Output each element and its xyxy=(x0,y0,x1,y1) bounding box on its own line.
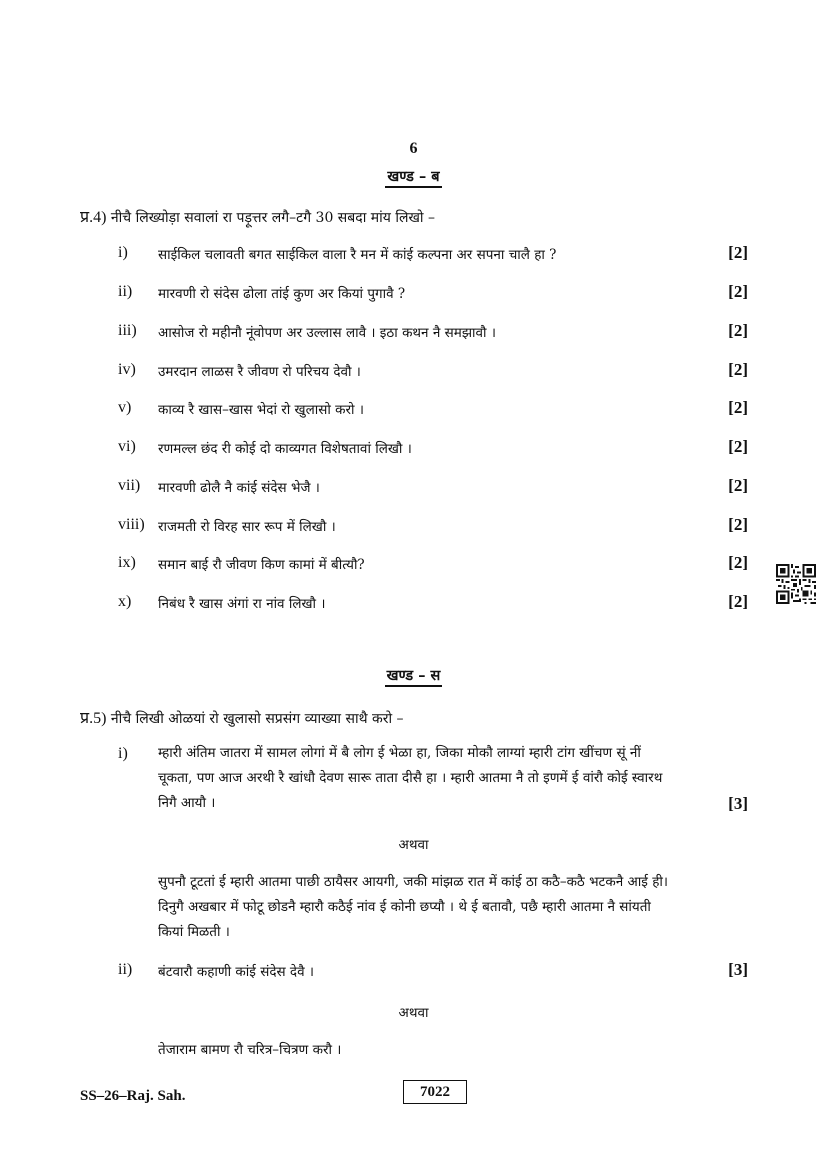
q4-item-i xyxy=(118,243,748,265)
question-5 xyxy=(80,706,404,728)
q4-item-iii xyxy=(118,321,748,343)
q5-alt-ii xyxy=(158,1038,748,1063)
item-marks: [2] xyxy=(728,321,748,340)
question-4-instruction: नीचै लिख्योड़ा सवालां रा पड़ूत्तर लगै–टगै 30 सबदा मांय लिखो – xyxy=(110,210,435,226)
item-text: समान बाई रौ जीवण किण कामां में बीत्यौ? xyxy=(158,557,365,573)
section-b-heading-text: खण्ड – ब xyxy=(385,168,441,188)
section-c-heading xyxy=(0,665,827,685)
item-text: रणमल्ल छंद री कोई दो काव्यगत विशेषतावां लिखौ । xyxy=(158,441,412,457)
item-number: i) xyxy=(118,244,128,261)
item-marks: [2] xyxy=(728,476,748,495)
passage-line: सुपनौ टूटतां ई म्हारी आतमा पाछी ठायैसर आयगी, जकी मांझळ रात में कांई ठा कठै–कठै भटकनै आई ही। xyxy=(158,874,669,890)
part-number: ii) xyxy=(118,961,133,978)
item-number: viii) xyxy=(118,516,145,533)
q5-alt-i-passage xyxy=(158,870,748,945)
q4-item-v xyxy=(118,398,748,420)
passage-line: म्हारी अंतिम जातरा में सामल लोगां में बै लोग ई भेळा हा, जिका मोकौ लाग्यां म्हारी टांग खींचण सूं नीं xyxy=(158,745,641,761)
item-marks: [2] xyxy=(728,515,748,534)
question-4-number: प्र.4) xyxy=(80,209,107,226)
or-separator-2: अथवा xyxy=(398,1005,429,1021)
or-separator-1: अथवा xyxy=(398,837,429,853)
q5-part-ii xyxy=(118,960,748,982)
item-text: काव्य रै खास–खास भेदां रो खुलासो करो । xyxy=(158,402,364,418)
q4-item-iv xyxy=(118,360,748,382)
q4-item-vii xyxy=(118,476,748,498)
item-number: v) xyxy=(118,399,132,416)
part-marks: [3] xyxy=(728,794,748,813)
part-text: बंटवारौ कहाणी कांई संदेस देवै । xyxy=(158,964,314,980)
question-5-instruction: नीचै लिखी ओळयां रो खुलासो सप्रसंग व्याख्या साथै करो – xyxy=(110,711,404,727)
item-text: मारवणी ढोलै नै कांई संदेस भेजै । xyxy=(158,480,320,496)
item-text: निबंध रै खास अंगां रा नांव लिखौ । xyxy=(158,596,326,612)
part-marks: [3] xyxy=(728,960,748,979)
alt-ii-text: तेजाराम बामण रौ चरित्र–चित्रण करौ । xyxy=(158,1042,342,1058)
question-5-number: प्र.5) xyxy=(80,710,107,727)
item-number: iv) xyxy=(118,361,136,378)
question-4 xyxy=(80,205,435,227)
section-b-heading xyxy=(0,166,827,186)
q5-part-i-passage xyxy=(158,741,748,816)
item-number: x) xyxy=(118,593,132,610)
item-number: vii) xyxy=(118,477,141,494)
item-number: ii) xyxy=(118,283,133,300)
q4-item-x xyxy=(118,592,748,614)
passage-line: दिनुगै अखबार में फोटू छोडनै म्हारौ कठैई नांव ई कोनी छप्यौ । थे ई बतावौ, पछै म्हारी आतमा नै सांयती xyxy=(158,899,651,915)
item-text: मारवणी रो संदेस ढोला तांई कुण अर कियां पुगावै ? xyxy=(158,286,406,302)
q4-item-viii xyxy=(118,515,748,537)
page-number: 6 xyxy=(409,140,418,157)
q5-part-i-number-row xyxy=(118,744,158,766)
part-number: i) xyxy=(118,745,128,762)
footer-paper-code: SS–26–Raj. Sah. xyxy=(80,1088,186,1104)
passage-line: चूकता, पण आज अरथी रै खांधौ देवण सारू ताता दीसै हा । म्हारी आतमा नै तो इणमें ई वांरौ कोई स्वारथ xyxy=(158,770,663,786)
passage-line: कियां मिळती । xyxy=(158,924,230,940)
q4-item-vi xyxy=(118,437,748,459)
item-marks: [2] xyxy=(728,592,748,611)
item-text: राजमती रो विरह सार रूप में लिखौ । xyxy=(158,519,336,535)
item-marks: [2] xyxy=(728,360,748,379)
item-marks: [2] xyxy=(728,398,748,417)
passage-line-last xyxy=(158,791,748,816)
item-marks: [2] xyxy=(728,282,748,301)
qr-code-icon xyxy=(776,564,816,604)
item-number: ix) xyxy=(118,554,136,571)
item-marks: [2] xyxy=(728,437,748,456)
item-text: आसोज रो महीनौ नूंवोपण अर उल्लास लावै । इठा कथन नै समझावौ । xyxy=(158,325,496,341)
section-c-heading-text: खण्ड – स xyxy=(385,667,443,687)
footer-paper-number: 7022 xyxy=(403,1080,467,1104)
q4-item-ii xyxy=(118,282,748,304)
item-number: iii) xyxy=(118,322,137,339)
item-text: साईकिल चलावती बगत साईकिल वाला रै मन में कांई कल्पना अर सपना चालै हा ? xyxy=(158,247,557,263)
item-number: vi) xyxy=(118,438,136,455)
item-marks: [2] xyxy=(728,553,748,572)
passage-line: निगै आयौ । xyxy=(158,795,216,811)
item-text: उमरदान लाळस रै जीवण रो परिचय देवौ । xyxy=(158,364,361,380)
q4-item-ix xyxy=(118,553,748,575)
item-marks: [2] xyxy=(728,243,748,262)
